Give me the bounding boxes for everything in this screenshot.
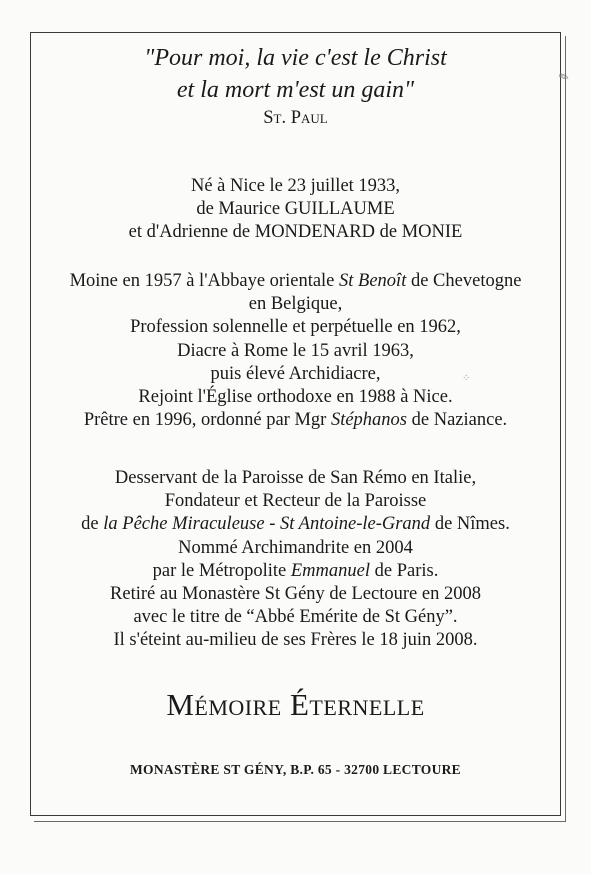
birth-line-1: Né à Nice le 23 juillet 1933, <box>190 176 401 196</box>
pen-mark: ✎ <box>556 68 572 86</box>
birth-block <box>0 175 591 245</box>
ministry-line-6: Retiré au Monastère St Gény de Lectoure en 2008 <box>110 584 481 605</box>
speck-mark: ⁘ <box>462 373 471 384</box>
career-line-2: en Belgique, <box>248 294 343 315</box>
ministry-line-3: de la Pêche Miraculeuse - St Antoine-le-Grand de Nîmes. <box>81 514 510 535</box>
ministry-line-4: Nommé Archimandrite en 2004 <box>178 537 413 558</box>
monastery-address: MONASTÈRE ST GÉNY, B.P. 65 - 32700 LECTOURE <box>130 762 461 777</box>
quote-author: St. Paul <box>263 108 328 128</box>
quote-line-2: et la mort m'est un gain" <box>176 77 415 103</box>
memoire-eternelle: Mémoire Éternelle <box>166 687 425 722</box>
closing-block <box>0 685 591 725</box>
ministry-line-2: Fondateur et Recteur de la Paroisse <box>164 491 427 512</box>
footer-block <box>0 761 591 779</box>
career-line-1: Moine en 1957 à l'Abbaye orientale St Benoît de Chevetogne <box>69 271 522 291</box>
career-line-6: Rejoint l'Église orthodoxe en 1988 à Nice. <box>138 387 453 408</box>
quote-line-1: "Pour moi, la vie c'est le Christ <box>144 45 447 71</box>
career-line-3: Profession solennelle et perpétuelle en 1962, <box>130 317 461 338</box>
career-line-7: Prêtre en 1996, ordonné par Mgr Stéphanos de Naziance. <box>83 410 508 431</box>
career-line-4: Diacre à Rome le 15 avril 1963, <box>177 340 414 361</box>
ministry-line-7: avec le titre de “Abbé Emérite de St Gény”. <box>133 607 458 628</box>
ministry-block <box>0 467 591 653</box>
career-block <box>0 270 591 432</box>
ministry-line-5: par le Métropolite Emmanuel de Paris. <box>152 560 439 581</box>
quote-block <box>0 42 591 130</box>
birth-line-3: et d'Adrienne de MONDENARD de MONIE <box>128 222 463 243</box>
ministry-line-8: Il s'éteint au-milieu de ses Frères le 18 juin 2008. <box>113 630 478 651</box>
birth-line-2: de Maurice GUILLAUME <box>196 199 395 220</box>
ministry-line-1: Desservant de la Paroisse de San Rémo en Italie, <box>114 468 477 488</box>
career-line-5: puis élevé Archidiacre, <box>210 363 381 384</box>
